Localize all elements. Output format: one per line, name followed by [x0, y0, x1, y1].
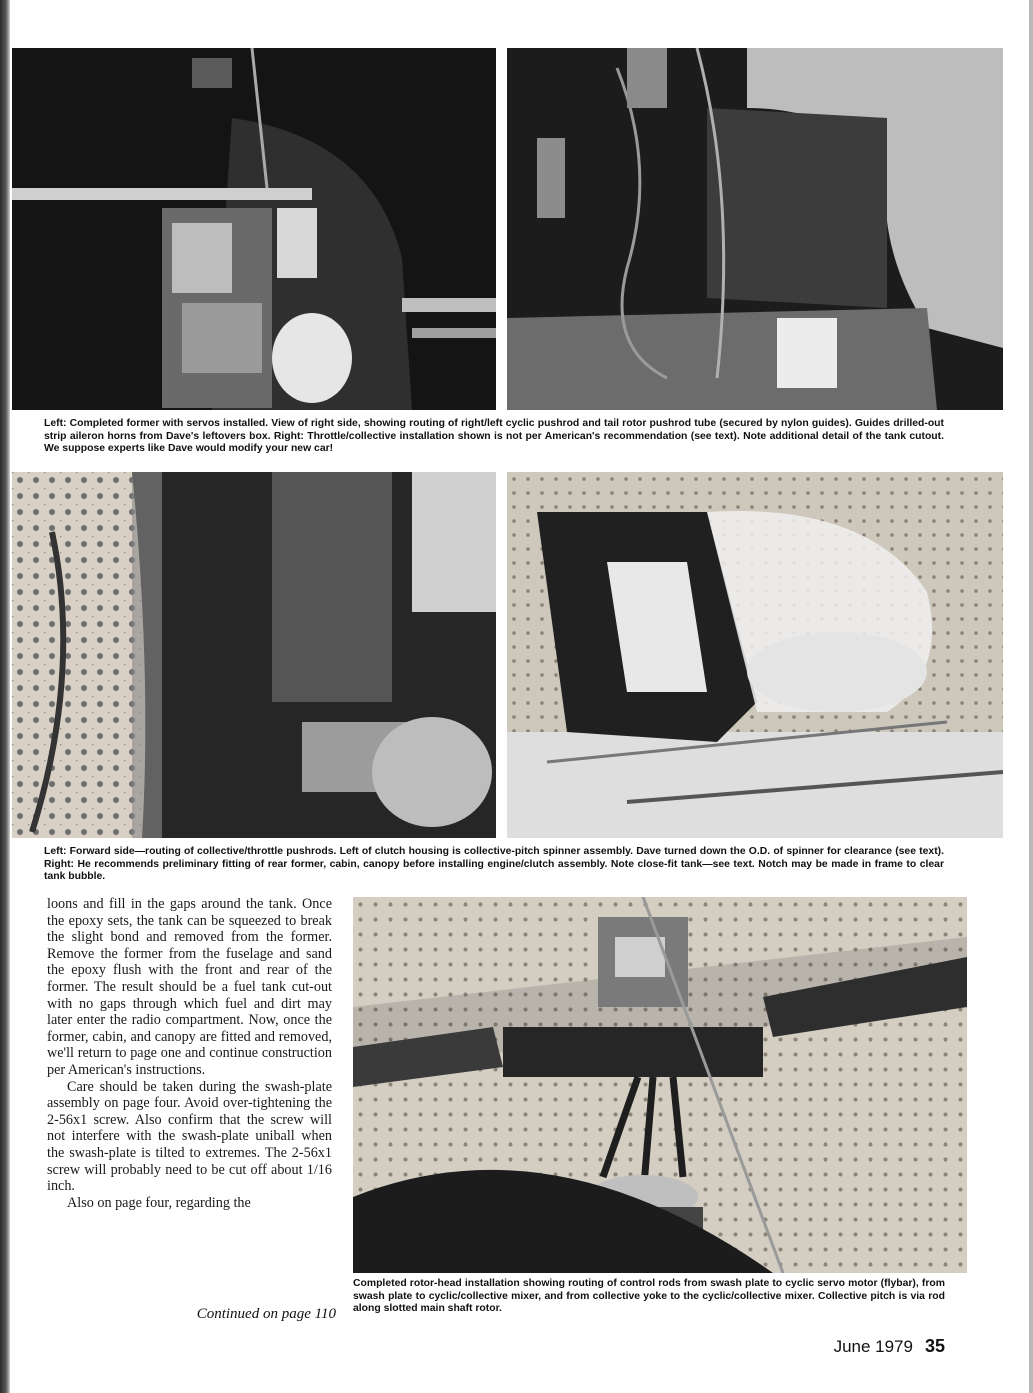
photo-forward-side: [12, 472, 496, 838]
article-paragraph: Care should be taken during the swash-plate assembly on page four. Avoid over-tightening the 2-56x1 screw. Also confirm that the screw will not interfere with the swash-plate uniball when the swash-plate is tilted to extremes. The 2-56x1 screw will probably need to be cut off about 1/16 inch.: [47, 1078, 332, 1195]
page-footer: [834, 1336, 945, 1357]
photo-throttle-collective: [507, 48, 1003, 410]
page-number: 35: [924, 1336, 945, 1356]
issue-date: June 1979: [833, 1337, 913, 1356]
article-paragraph: loons and fill in the gaps around the tank. Once the epoxy sets, the tank can be squeezed to break the slight bond and removed from the former. Remove the former from the fuselage and sand the epoxy flush with the front and rear of the former. The result should be a fuel tank cut-out with no gaps through which fuel and dirt may later enter the radio compartment. Now, once the former, cabin, and canopy are fitted and removed, we'll return to page one and continue construction per American's instructions.: [47, 896, 332, 1078]
photo-former-servos: [12, 48, 496, 410]
article-body: [47, 896, 332, 1211]
caption-middle: Left: Forward side—routing of collective/throttle pushrods. Left of clutch housing is collective-pitch spinner assembly. Dave turned down the O.D. of spinner for clearance (see text). Right: He recommends preliminary fitting of rear former, cabin, canopy before installing engine/clutch assembly. Note close-fit tank—see text. Notch may be made in frame to clear tank bubble.: [44, 846, 944, 883]
photo-rotor-head: [353, 897, 967, 1273]
page-binding-edge: [0, 0, 10, 1393]
caption-bottom: Completed rotor-head installation showing routing of control rods from swash plate to cyclic servo motor (flybar), from swash plate to cyclic/collective mixer, and from collective yoke to the cyclic/collective mixer. Collective pitch is via rod along slotted main shaft rotor.: [353, 1278, 945, 1315]
article-paragraph: Also on page four, regarding the: [67, 1194, 251, 1211]
photo-rear-former-cabin: [507, 472, 1003, 838]
page-right-edge: [1029, 0, 1033, 1393]
caption-top: Left: Completed former with servos installed. View of right side, showing routing of right/left cyclic pushrod and tail rotor pushrod tube (secured by nylon guides). Guides drilled-out strip aileron horns from Dave's leftovers box. Right: Throttle/collective installation shown is not per American's recommendation (see text). Note additional detail of the tank cutout. We suppose experts like Dave would modify your new car!: [44, 418, 944, 455]
continued-on-page: Continued on page 110: [196, 1306, 336, 1322]
